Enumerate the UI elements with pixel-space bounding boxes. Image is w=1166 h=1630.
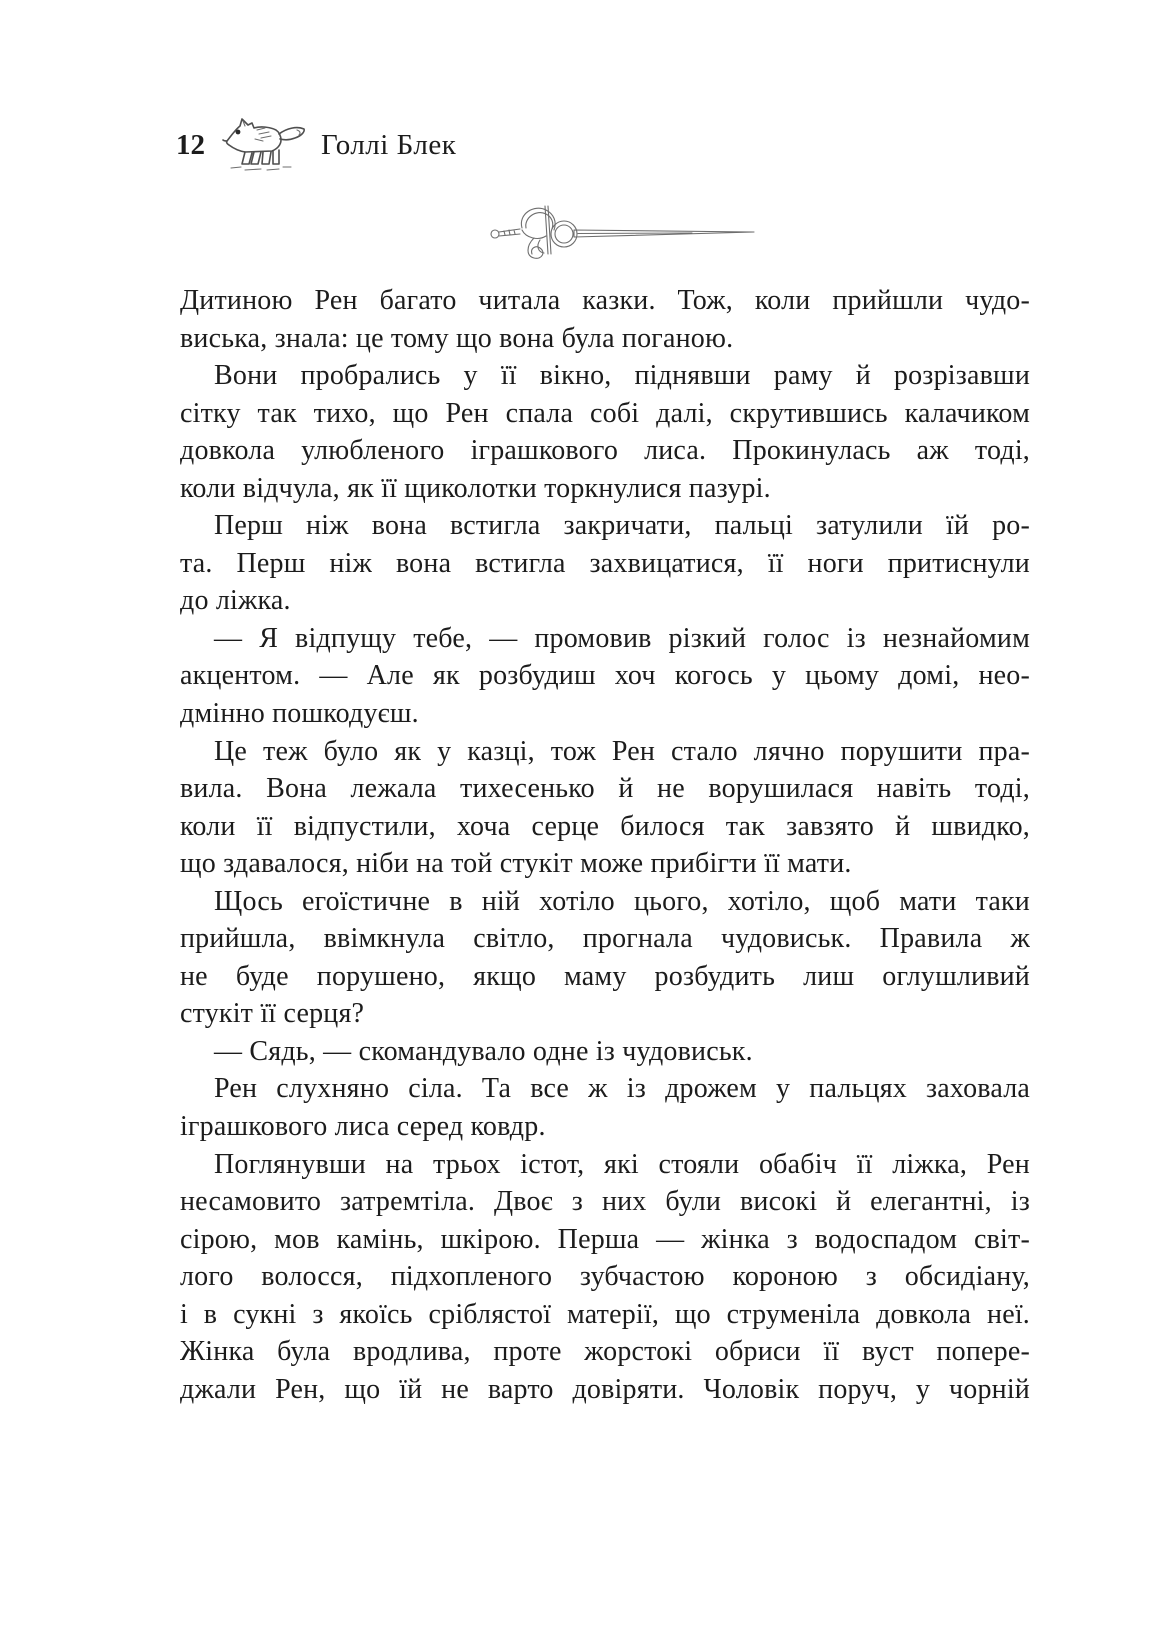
paragraph bbox=[180, 357, 1030, 507]
paragraph bbox=[180, 507, 1030, 620]
scene-break-ornament bbox=[482, 198, 762, 270]
text-line: та. Перш ніж вона встигла захвицатися, її ноги притиснули bbox=[180, 547, 1030, 579]
text-line: вила. Вона лежала тихесенько й не ворушилася навіть тоді, bbox=[180, 773, 1030, 805]
author-name: Голлі Блек bbox=[321, 129, 457, 161]
paragraph bbox=[180, 883, 1030, 1033]
text-line: Щось егоїстичне в ній хотіло цього, хотіло, щоб мати таки bbox=[214, 885, 1030, 917]
text-line: Це теж було як у казці, тож Рен стало лячно порушити пра- bbox=[214, 735, 1030, 767]
text-line: джали Рен, що їй не варто довіряти. Чоловік поруч, у чорній bbox=[180, 1373, 1030, 1405]
paragraph bbox=[180, 620, 1030, 733]
rapier-icon bbox=[482, 198, 762, 270]
text-line: виська, знала: це тому що вона була поганою. bbox=[180, 322, 734, 354]
text-line: коли відчула, як її щиколотки торкнулися пазурі. bbox=[180, 472, 771, 504]
text-line: Рен слухняно сіла. Та все ж із дрожем у пальцях заховала bbox=[214, 1073, 1030, 1105]
text-line: коли її відпустили, хоча серце билося так завзято й швидко, bbox=[180, 810, 1030, 842]
text-line: несамовито затремтіла. Двоє з них були високі й елегантні, із bbox=[180, 1186, 1030, 1218]
text-line: Вони пробрались у її вікно, піднявши раму й розрізавши bbox=[214, 360, 1030, 392]
text-line: акцентом. — Але як розбудиш хоч когось у цьому домі, нео- bbox=[180, 660, 1030, 692]
paragraph bbox=[180, 733, 1030, 883]
text-line: що здавалося, ніби на той стукіт може прибігти її мати. bbox=[180, 848, 852, 880]
text-line: іграшкового лиса серед ковдр. bbox=[180, 1111, 546, 1143]
text-line: довкола улюбленого іграшкового лиса. Прокинулась аж тоді, bbox=[180, 435, 1030, 467]
text-line: і в сукні з якоїсь сріблястої матерії, що струменіла довкола неї. bbox=[180, 1298, 1030, 1330]
text-line: стукіт її серця? bbox=[180, 998, 365, 1030]
text-line: — Я відпущу тебе, — промовив різкий голос із незнайомим bbox=[214, 622, 1030, 654]
body-text bbox=[180, 282, 1030, 1408]
paragraph bbox=[180, 1146, 1030, 1409]
paragraph bbox=[180, 1033, 1030, 1071]
text-line: сірою, мов камінь, шкірою. Перша — жінка з водоспадом світ- bbox=[180, 1223, 1030, 1255]
text-line: до ліжка. bbox=[180, 585, 291, 617]
paragraph bbox=[180, 282, 1030, 357]
text-line: сітку так тихо, що Рен спала собі далі, скрутившись калачиком bbox=[180, 397, 1030, 429]
text-line: Жінка була вродлива, проте жорстокі обриси її вуст попере- bbox=[180, 1336, 1030, 1368]
text-line: прийшла, ввімкнула світло, прогнала чудовиськ. Правила ж bbox=[180, 923, 1030, 955]
text-line: — Сядь, — скомандувало одне із чудовиськ. bbox=[214, 1035, 753, 1067]
text-line: Перш ніж вона встигла закричати, пальці затулили їй ро- bbox=[214, 510, 1030, 542]
text-line: дмінно пошкодуєш. bbox=[180, 698, 419, 730]
page-number: 12 bbox=[176, 129, 205, 161]
page-header bbox=[176, 112, 456, 174]
text-line: не буде порушено, якщо маму розбудить лиш оглушливий bbox=[180, 960, 1030, 992]
text-line: Поглянувши на трьох істот, які стояли обабіч її ліжка, Рен bbox=[214, 1148, 1030, 1180]
text-line: лого волосся, підхопленого зубчастою короною з обсидіану, bbox=[180, 1261, 1030, 1293]
paragraph bbox=[180, 1070, 1030, 1145]
fox-icon bbox=[221, 114, 307, 174]
text-line: Дитиною Рен багато читала казки. Тож, коли прийшли чудо- bbox=[180, 285, 1030, 316]
